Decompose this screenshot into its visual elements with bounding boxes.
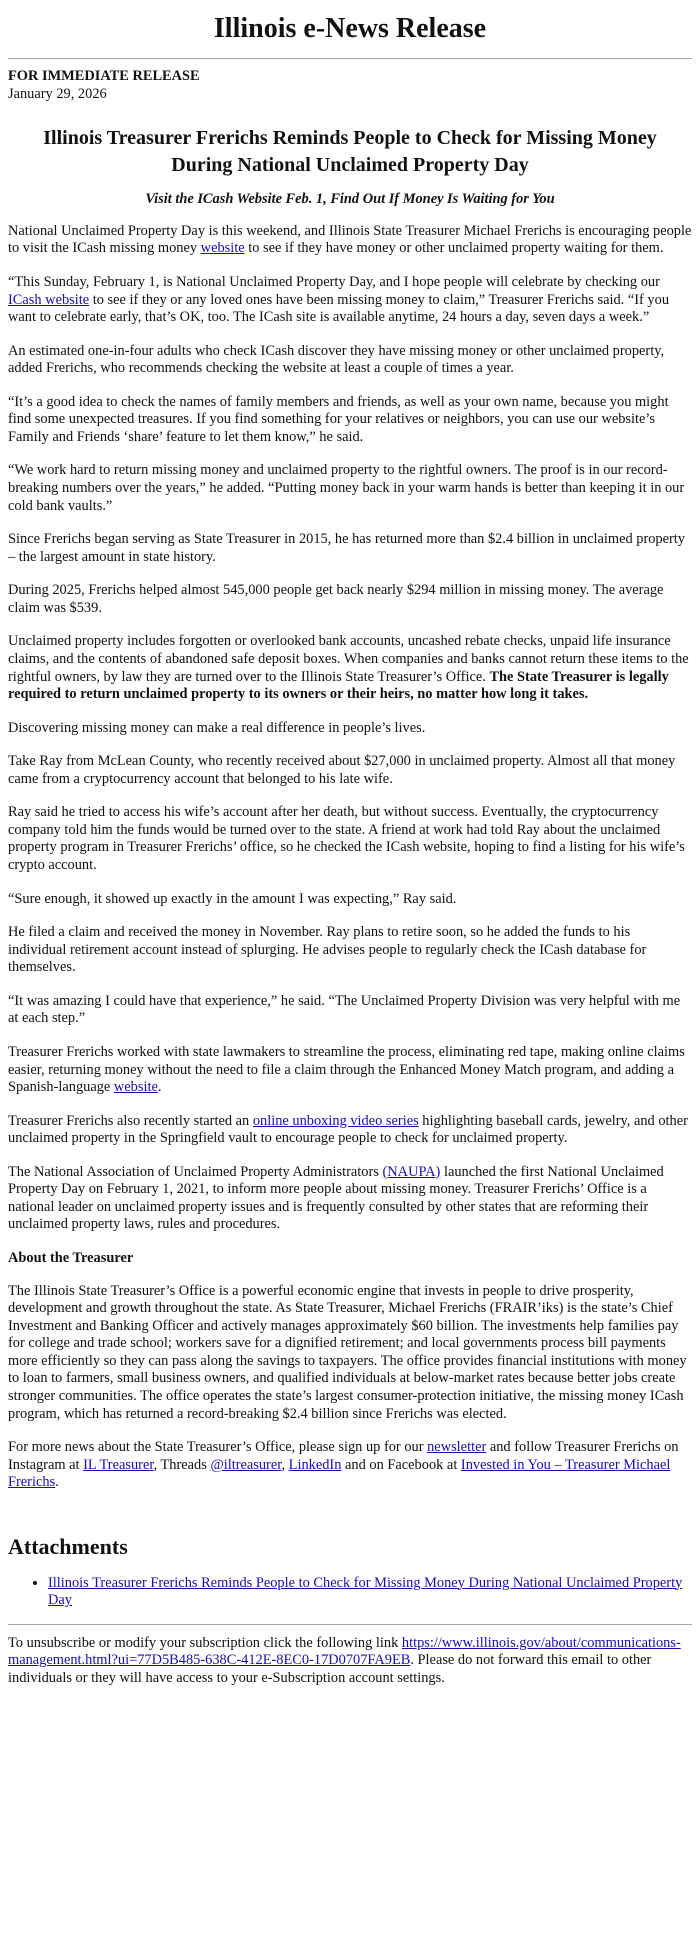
paragraph-17: The National Association of Unclaimed Property Administrators (NAUPA) launched the first National Unclaimed Property Day on February 1, 2021, to inform more people about missing money. Treasurer Frerichs’ Office is a national leader on unclaimed property issues and is frequently consulted by other states that are reforming their unclaimed property laws, rules and procedures. — [8, 1163, 664, 1233]
paragraph-3: An estimated one-in-four adults who check ICash discover they have missing money or other unclaimed property, added Frerichs, who recommends checking the website at least a couple of times a year. — [8, 342, 665, 377]
attachments-list — [8, 1575, 692, 1610]
footer-divider — [8, 1624, 692, 1625]
release-label: FOR IMMEDIATE RELEASE — [8, 68, 200, 85]
release-date: January 29, 2026 — [8, 85, 107, 102]
paragraph-7: During 2025, Frerichs helped almost 545,000 people get back nearly $294 million in missing money. The average claim was $539. — [8, 582, 664, 616]
paragraph-10: Take Ray from McLean County, who recently received about $27,000 in unclaimed property. Almost all that money came from a cryptocurrency account that belonged to his late wife. — [8, 753, 676, 787]
paragraph-15: Treasurer Frerichs worked with state lawmakers to streamline the process, eliminating red tape, making online claims easier, returning money without the need to file a claim through the Enhanced Money Match program, and adding a Spanish-language website. — [8, 1043, 685, 1096]
attachment-item — [48, 1575, 692, 1610]
instagram-link[interactable]: IL Treasurer — [83, 1456, 154, 1473]
paragraph-14: “It was amazing I could have that experience,” he said. “The Unclaimed Property Division was very helpful with me at each step.” — [8, 992, 681, 1027]
website-link[interactable]: website — [200, 240, 245, 257]
threads-link[interactable]: @iltreasurer — [210, 1456, 282, 1473]
spanish-website-link[interactable]: website — [113, 1079, 158, 1096]
paragraph-1: National Unclaimed Property Day is this weekend, and Illinois State Treasurer Michael Frerichs is encouraging people to visit the ICash missing money website to see if they have money or other unclaimed property waiting for them. — [8, 222, 692, 257]
paragraph-6: Since Frerichs began serving as State Treasurer in 2015, he has returned more than $2.4 billion in unclaimed property – the largest amount in state history. — [8, 531, 685, 565]
paragraph-16: Treasurer Frerichs also recently started an online unboxing video series highlighting baseball cards, jewelry, and other unclaimed property in the Springfield vault to encourage people to check for unclaimed property. — [8, 1112, 688, 1147]
linkedin-link[interactable]: LinkedIn — [288, 1456, 342, 1473]
subscription-management-link[interactable]: https://www.illinois.gov/about/communications-management.html?ui=77D5B485-638C-412E-8EC0-17D0707FA9EB — [8, 1634, 681, 1669]
news-paragraph: For more news about the State Treasurer’s Office, please sign up for our newsletter and follow Treasurer Frerichs on Instagram at IL Treasurer, Threads @iltreasurer, LinkedIn and on Facebook at Invested in You – Treasurer Michael Frerichs. — [8, 1439, 679, 1491]
newsletter-link[interactable]: newsletter — [427, 1439, 487, 1456]
paragraph-11: Ray said he tried to access his wife’s account after her death, but without success. Eventually, the cryptocurrency company told him the funds would be turned over to the state. A friend at work had told Ray about the unclaimed property program in Treasurer Frerichs’ office, so he checked the ICash website, hoping to find a listing for his wife’s crypto account. — [8, 804, 685, 874]
paragraph-4: “It’s a good idea to check the names of family members and friends, as well as your own name, because you might find some unexpected treasures. If you find something for your relatives or neighbors, you can use our website’s Family and Friends ‘share’ feature to let them know,” he said. — [8, 393, 669, 445]
paragraph-13: He filed a claim and received the money in November. Ray plans to retire soon, so he added the funds to his individual retirement account instead of splurging. He advises people to regularly check the ICash database for themselves. — [8, 924, 647, 976]
article-headline: Illinois Treasurer Frerichs Reminds People to Check for Missing Money During National Unclaimed Property Day — [43, 127, 657, 177]
about-heading: About the Treasurer — [8, 1250, 134, 1267]
header-divider — [8, 58, 692, 59]
legal-requirement-statement: The State Treasurer is legally required to return unclaimed property to its owners or their heirs, no matter how long it takes. — [8, 668, 669, 703]
article-subhead: Visit the ICash Website Feb. 1, Find Out If Money Is Waiting for You — [145, 191, 555, 208]
paragraph-9: Discovering missing money can make a real difference in people’s lives. — [8, 719, 426, 736]
paragraph-2: “This Sunday, February 1, is National Unclaimed Property Day, and I hope people will celebrate by checking our ICash website to see if they or any loved ones have been missing money to claim,” Treasurer Frerichs said. “If you want to celebrate early, that’s OK, too. The ICash site is available anytime, 24 hours a day, seven days a week.” — [8, 273, 670, 326]
paragraph-5: “We work hard to return missing money and unclaimed property to the rightful owners. The proof is in our record-breaking numbers over the years,” he added. “Putting money back in your warm hands is better than keeping it in our cold bank vaults.” — [8, 462, 685, 514]
attachments-heading: Attachments — [8, 1533, 128, 1559]
unsubscribe-notice: To unsubscribe or modify your subscription click the following link https://www.illinois.gov/about/communications-management.html?ui=77D5B485-638C-412E-8EC0-17D0707FA9EB. Please do not forward this email to other individuals or they will have access to your e-Subscription account settings. — [8, 1634, 681, 1686]
unboxing-video-series-link[interactable]: online unboxing video series — [252, 1112, 419, 1129]
paragraph-12: “Sure enough, it showed up exactly in the amount I was expecting,” Ray said. — [8, 890, 457, 907]
facebook-link[interactable]: Invested in You – Treasurer Michael Frerichs — [8, 1456, 671, 1491]
naupa-link[interactable]: (NAUPA) — [382, 1163, 441, 1180]
paragraph-8: Unclaimed property includes forgotten or overlooked bank accounts, uncashed rebate checks, unpaid life insurance claims, and the contents of abandoned safe deposit boxes. When companies and banks cannot return these items to the rightful owners, by law they are turned over to the Illinois State Treasurer’s Office. The State Treasurer is legally required to return unclaimed property to its owners or their heirs, no matter how long it takes. — [8, 633, 689, 703]
icash-website-link[interactable]: ICash website — [8, 291, 90, 308]
masthead-title: Illinois e-News Release — [213, 13, 487, 44]
about-paragraph: The Illinois State Treasurer’s Office is a powerful economic engine that invests in people to drive prosperity, development and growth throughout the state. As State Treasurer, Michael Frerichs (FRAIR’iks) is the state’s Chief Investment and Banking Officer and actively manages approximately $60 billion. The investments help families pay for college and trade school; workers save for a dignified retirement; and local governments process bill payments more efficiently so they can pass along the savings to taxpayers. The office provides financial institutions with money to loan to farmers, small business owners, and qualified individuals at below-market rates because better jobs create stronger communities. The office operates the state’s largest consumer-protection initiative, the missing money ICash program, which has returned a record-breaking $2.4 billion since Frerichs was elected. — [8, 1282, 687, 1422]
attachment-link[interactable]: Illinois Treasurer Frerichs Reminds People to Check for Missing Money During National Unclaimed Property Day — [48, 1574, 683, 1609]
